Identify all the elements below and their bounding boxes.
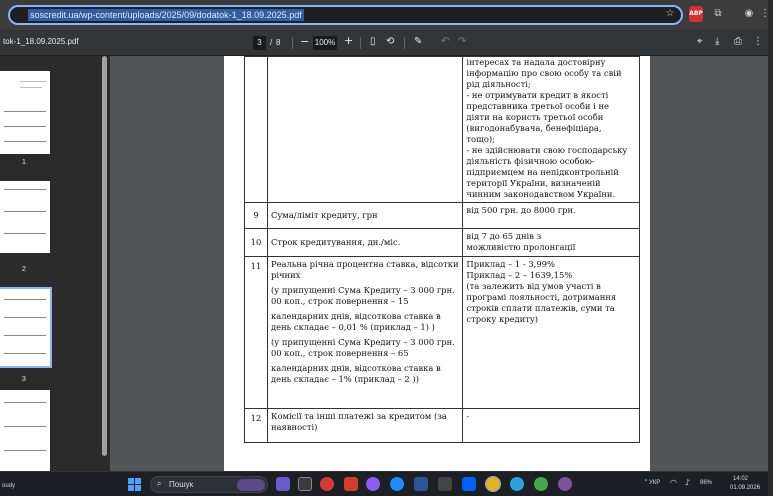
redo-icon[interactable]: ↷ (458, 36, 467, 47)
thumb-table-line (4, 317, 46, 318)
text-line: - не отримувати кредит в якості (466, 90, 609, 100)
text-paragraph: Реальна річна процентна ставка, відсотки річних (270, 259, 459, 280)
start-square (135, 485, 141, 491)
text-line: інтересах та надала достовірну (466, 57, 606, 67)
toolbar-divider (360, 37, 361, 49)
row-number: 11 (250, 261, 262, 271)
search-placeholder: Пошук (169, 480, 194, 489)
table-row (245, 203, 640, 229)
text-paragraph: календарних днів, відсоткова ставка в день складає – 1% (приклад – 2 )) (270, 363, 441, 384)
thumb-table-line (4, 402, 46, 403)
table-row (245, 257, 640, 409)
thumb-text-line (20, 87, 42, 88)
undo-icon[interactable]: ↶ (441, 36, 450, 47)
more-actions-icon[interactable]: ⋮ (753, 36, 763, 47)
edge-icon[interactable] (390, 477, 404, 491)
app-purple-icon[interactable] (366, 477, 380, 491)
pdf-page (224, 56, 650, 471)
row-label-cell: Строк кредитування, дн./міс. (267, 229, 462, 257)
browser-toolbar (0, 0, 768, 30)
text-line: діяти на користь третьої особи (466, 112, 604, 122)
thumb-table-line (4, 353, 46, 354)
taskbar-search[interactable] (150, 476, 268, 493)
app-l-icon[interactable] (344, 477, 358, 491)
task-view-icon[interactable] (276, 477, 290, 491)
mail-icon[interactable] (438, 477, 452, 491)
row-number-cell: 9 (245, 203, 268, 229)
start-square (135, 478, 141, 484)
row-number-cell (245, 57, 268, 203)
toolbar-divider (292, 37, 293, 49)
browser-menu-icon[interactable]: ⋮ (760, 8, 770, 19)
text-paragraph: (та залежить від умов участі в програмі лояльності, дотримання строків сплати платежів, суми та строку кредиту) (466, 281, 617, 324)
file-manager-icon[interactable] (298, 477, 312, 491)
adblock-extension-icon[interactable]: ABP (689, 6, 703, 22)
language-indicator[interactable]: УКР (649, 480, 661, 486)
thumbnail-number: 3 (22, 376, 26, 383)
app-green-icon[interactable] (534, 477, 548, 491)
thumb-table-line (4, 233, 46, 234)
page-thumbnail[interactable] (0, 390, 50, 471)
word-icon[interactable] (414, 477, 428, 491)
pdf-title: tok-1_18.09.2025.pdf (3, 37, 79, 46)
loan-terms-table (244, 56, 640, 443)
text-line: Приклад – 1 - 3,99% (466, 259, 555, 269)
windows-start-icon[interactable] (128, 478, 141, 491)
windows-taskbar (0, 471, 768, 496)
row-label-cell: Комісії та інші платежі за кредитом (за наявності) (267, 409, 462, 443)
text-line: інформацію про свою особу та свій (466, 68, 622, 78)
row-number-cell: 10 (245, 229, 268, 257)
bookmark-star-icon[interactable]: ☆ (665, 8, 675, 19)
thumb-table-line (4, 126, 46, 127)
text-line: від 7 до 65 днів з (466, 231, 542, 241)
search-icon: ⌕ (157, 479, 162, 488)
page-thumbnail[interactable] (0, 71, 50, 154)
thumb-table-line (4, 426, 46, 427)
annotate-pen-icon[interactable]: ✎ (414, 36, 423, 47)
weather-widget[interactable]: oudy (2, 483, 16, 489)
url-text[interactable]: soscredit.ua/wp-content/uploads/2025/09/dodatok-1_18.09.2025.pdf (30, 10, 302, 20)
thumb-table-line (4, 299, 46, 300)
row-number-cell: 12 (245, 409, 268, 443)
text-line: діяльність фізичною особою- (466, 156, 595, 166)
row-value-cell (463, 229, 640, 257)
clock-date[interactable]: 01.09.2026 (730, 485, 761, 491)
address-bar[interactable] (8, 5, 683, 25)
row-value-cell: від 500 грн. до 8000 грн. (463, 203, 640, 229)
extensions-puzzle-icon[interactable]: ⧉ (714, 8, 722, 19)
page-thumbnail[interactable] (0, 181, 50, 253)
thumb-table-line (4, 141, 46, 142)
row-label-cell: Сума/ліміт кредиту, грн (267, 203, 462, 229)
text-line: представника третьої особи і не (466, 101, 610, 111)
thumb-table-line (4, 335, 46, 336)
thumb-table-line (4, 189, 46, 190)
table-row (245, 57, 640, 203)
text-line: території України, визначеній (466, 178, 601, 188)
page-number-input[interactable]: 3 (253, 36, 266, 50)
page-thumbnail-active[interactable] (0, 289, 50, 366)
tray-chevron-up-icon[interactable]: ˄ (644, 479, 648, 487)
sidebar-scrollbar-thumb[interactable] (102, 56, 107, 456)
viber-icon[interactable] (558, 477, 572, 491)
table-row (245, 229, 640, 257)
download-icon[interactable]: ⤓ (715, 36, 720, 47)
battery-indicator[interactable]: 86% (700, 480, 713, 486)
print-icon[interactable]: ⎙ (734, 36, 742, 47)
row-value-cell (463, 257, 640, 409)
text-line: рід діяльності; (466, 79, 531, 89)
text-line: чинним законодавством України. (466, 189, 616, 199)
pdf-canvas (110, 56, 768, 471)
row-value-cell: - (463, 409, 640, 443)
row-label-cell (267, 257, 462, 409)
start-square (128, 478, 134, 484)
rotate-icon[interactable]: ⟲ (386, 36, 395, 47)
thumbnail-sidebar (0, 56, 110, 471)
wifi-icon[interactable]: ◠ (670, 478, 677, 487)
telegram-icon[interactable] (510, 477, 524, 491)
profile-icon[interactable]: ◉ (744, 8, 754, 19)
thumbnail-number: 2 (22, 266, 26, 273)
pdf-toolbar (0, 30, 768, 56)
text-paragraph: (у припущенні Сума Кредиту – 3 000 грн. 00 коп., строк повернення – 15 (270, 285, 455, 306)
clock-time[interactable]: 14:02 (733, 476, 749, 482)
table-row (245, 409, 640, 443)
row-number-cell (245, 257, 268, 409)
chrome-icon[interactable] (486, 477, 500, 491)
toolbar-divider (404, 37, 405, 49)
volume-icon[interactable]: ♪ (685, 478, 691, 487)
thumb-table-line (4, 111, 46, 112)
text-line: (вигодонабувача, бенефіціара, (466, 123, 602, 133)
text-line: підприємцем на непідконтрольній (466, 167, 619, 177)
zoom-out-button[interactable]: − (300, 35, 310, 48)
row-value-cell (463, 57, 640, 203)
zoom-input[interactable]: 100% (313, 36, 337, 50)
opera-icon[interactable] (320, 477, 334, 491)
search-highlight-image (237, 479, 265, 491)
thumb-text-line (20, 81, 46, 82)
text-line: Приклад – 2 – 1639,15% (466, 270, 573, 280)
dropbox-icon[interactable] (462, 477, 476, 491)
page-separator: / (270, 38, 273, 47)
annotation-mode-icon[interactable]: ⌖ (697, 36, 703, 47)
text-line: тощо); (466, 134, 495, 144)
start-square (128, 485, 134, 491)
thumb-table-line (4, 450, 46, 451)
row-label-cell (267, 57, 462, 203)
page-total: 8 (276, 38, 281, 47)
thumb-table-line (4, 211, 46, 212)
zoom-in-button[interactable]: + (344, 34, 354, 47)
thumbnail-number: 1 (22, 159, 26, 166)
fit-page-icon[interactable]: ▯ (370, 36, 376, 47)
text-line: можливістю пролонгації (466, 242, 576, 252)
text-paragraph: календарних днів, відсоткова ставка в день складає – 0,01 % (приклад – 1) ) (270, 311, 441, 332)
text-paragraph: (у припущенні Сума Кредиту – 3 000 грн. 00 коп., строк повернення – 65 (270, 337, 455, 358)
text-line: - не здійснювати свою господарську (466, 145, 628, 155)
